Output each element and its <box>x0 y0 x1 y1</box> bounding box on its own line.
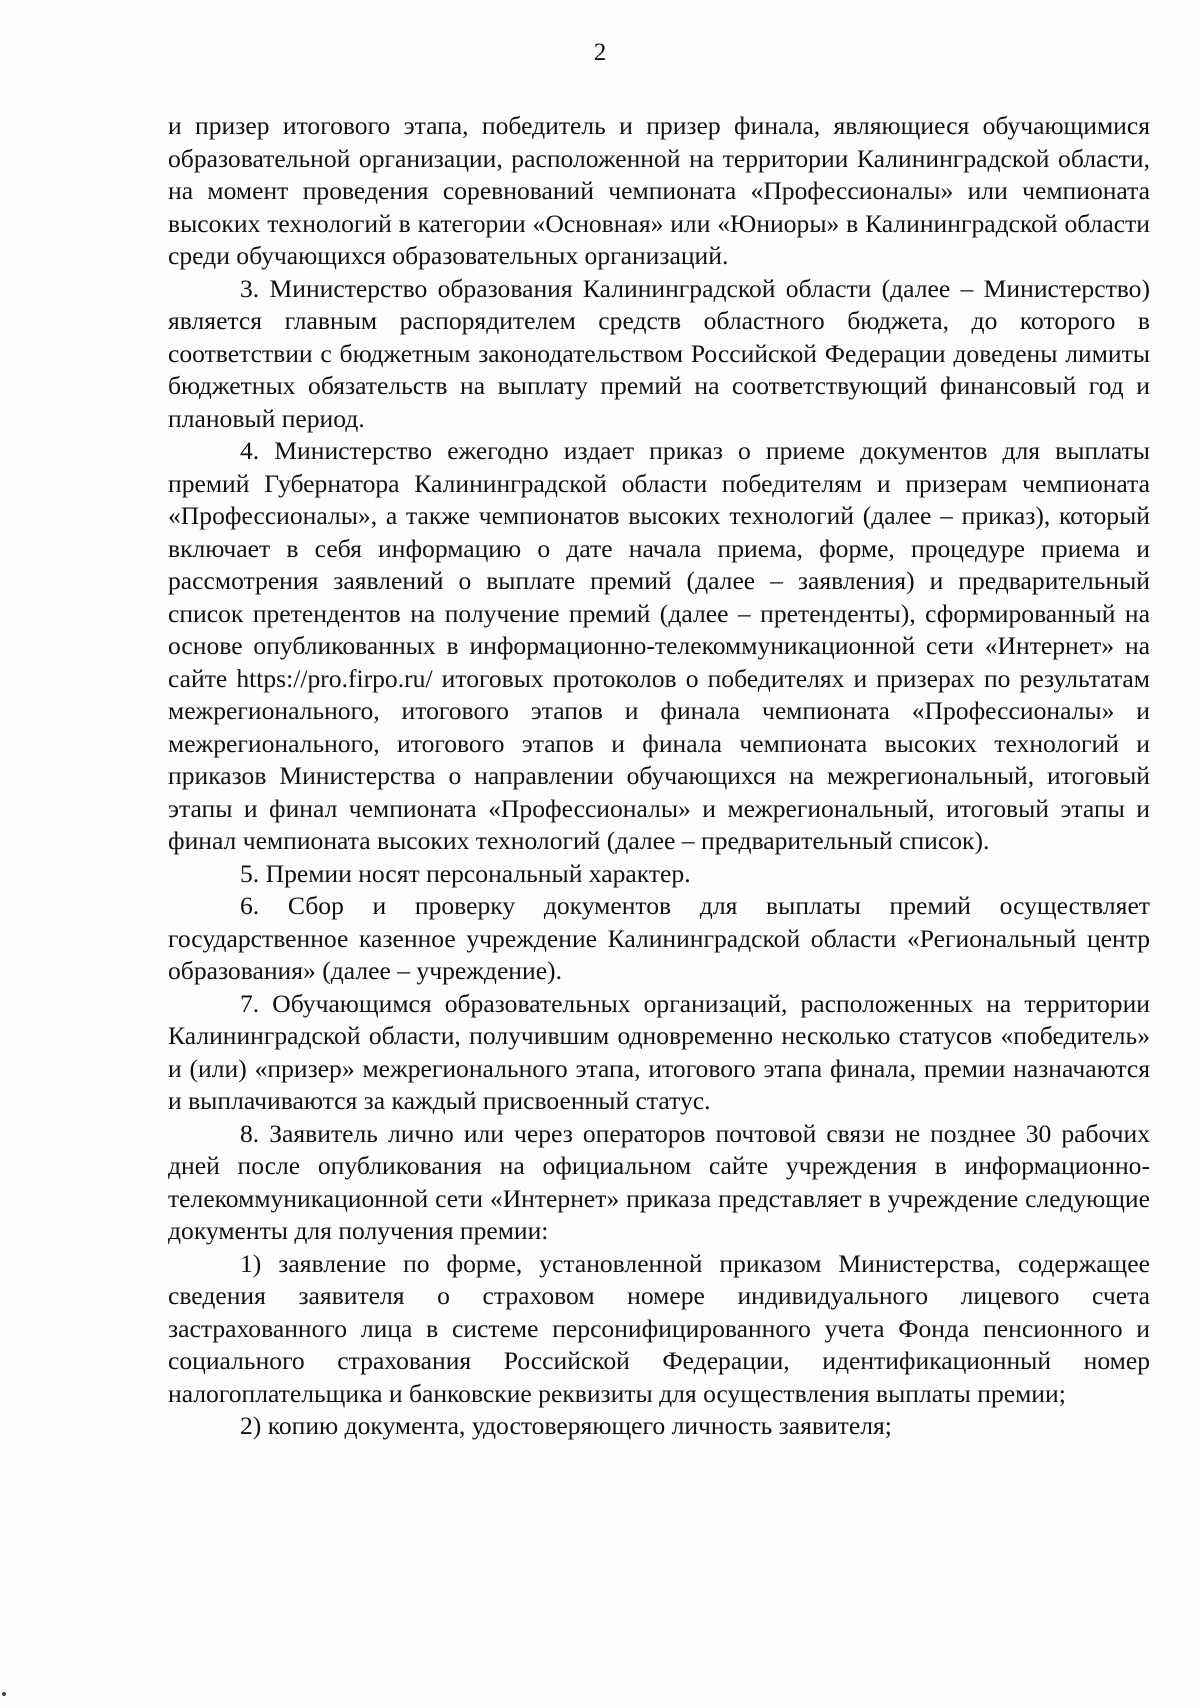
paragraph-7: 7. Обучающимся образовательных организаций, расположенных на территории Калининградской области, получившим одновременно несколько статусов «победитель» и (или) «призер» межрегионального этапа, итогового этапа финала, премии назначаются и выплачиваются за каждый присвоенный статус. <box>168 988 1150 1115</box>
paragraph-4: 4. Министерство ежегодно издает приказ о приеме документов для выплаты премий Губернатора Калининградской области победителям и призерам чемпионата «Профессионалы», а также чемпионатов высоких технологий (далее – приказ), который включает в себя информацию о дате начала приема, форме, процедуре приема и рассмотрения заявлений о выплате премий (далее – заявления) и предварительный список претендентов на получение премий (далее – претенденты), сформированный на основе опубликованных в информационно-телекоммуникационной сети «Интернет» на сайте https://pro.firpo.ru/ итоговых протоколов о победителях и призерах по результатам межрегионального, итогового этапов и финала чемпионата «Профессионалы» и межрегионального, итогового этапов и финала чемпионата высоких технологий и приказов Министерства о направлении обучающихся на межрегиональный, итоговый этапы и финал чемпионата «Профессионалы» и межрегиональный, итоговый этапы и финал чемпионата высоких технологий (далее – предварительный список). <box>168 436 1150 855</box>
paragraph-8: 8. Заявитель лично или через операторов почтовой связи не позднее 30 рабочих дней после опубликования на официальном сайте учреждения в информационно-телекоммуникационной сети «Интернет» приказа представляет в учреждение следующие документы для получения премии: <box>168 1118 1150 1245</box>
paragraph-3: 3. Министерство образования Калининградской области (далее – Министерство) является главным распорядителем средств областного бюджета, до которого в соответствии с бюджетным законодательством Российской Федерации доведены лимиты бюджетных обязательств на выплату премий на соответствующий финансовый год и плановый период. <box>168 273 1150 433</box>
paragraph-5: 5. Премии носят персональный характер. <box>240 858 691 888</box>
list-item-2: 2) копию документа, удостоверяющего личность заявителя; <box>240 1411 892 1440</box>
scan-artifact-mark <box>2 1692 6 1696</box>
list-item-1: 1) заявление по форме, установленной приказом Министерства, содержащее сведения заявителя о страховом номере индивидуального лицевого счета застрахованного лица в системе персонифицированного учета Фонда пенсионного и социального страхования Российской Федерации, идентификационный номер налогоплательщика и банковские реквизиты для осуществления выплаты премии; <box>168 1248 1150 1408</box>
document-body <box>168 110 1150 1443</box>
paragraph-6: 6. Сбор и проверку документов для выплаты премий осуществляет государственное казенное учреждение Калининградской области «Региональный центр образования» (далее – учреждение). <box>168 891 1150 985</box>
paragraph-continuation: и призер итогового этапа, победитель и призер финала, являющиеся обучающимися образовательной организации, расположенной на территории Калининградской области, на момент проведения соревнований чемпионата «Профессионалы» или чемпионата высоких технологий в категории «Основная» или «Юниоры» в Калининградской области среди обучающихся образовательных организаций. <box>168 111 1150 270</box>
page-number: 2 <box>593 39 607 66</box>
